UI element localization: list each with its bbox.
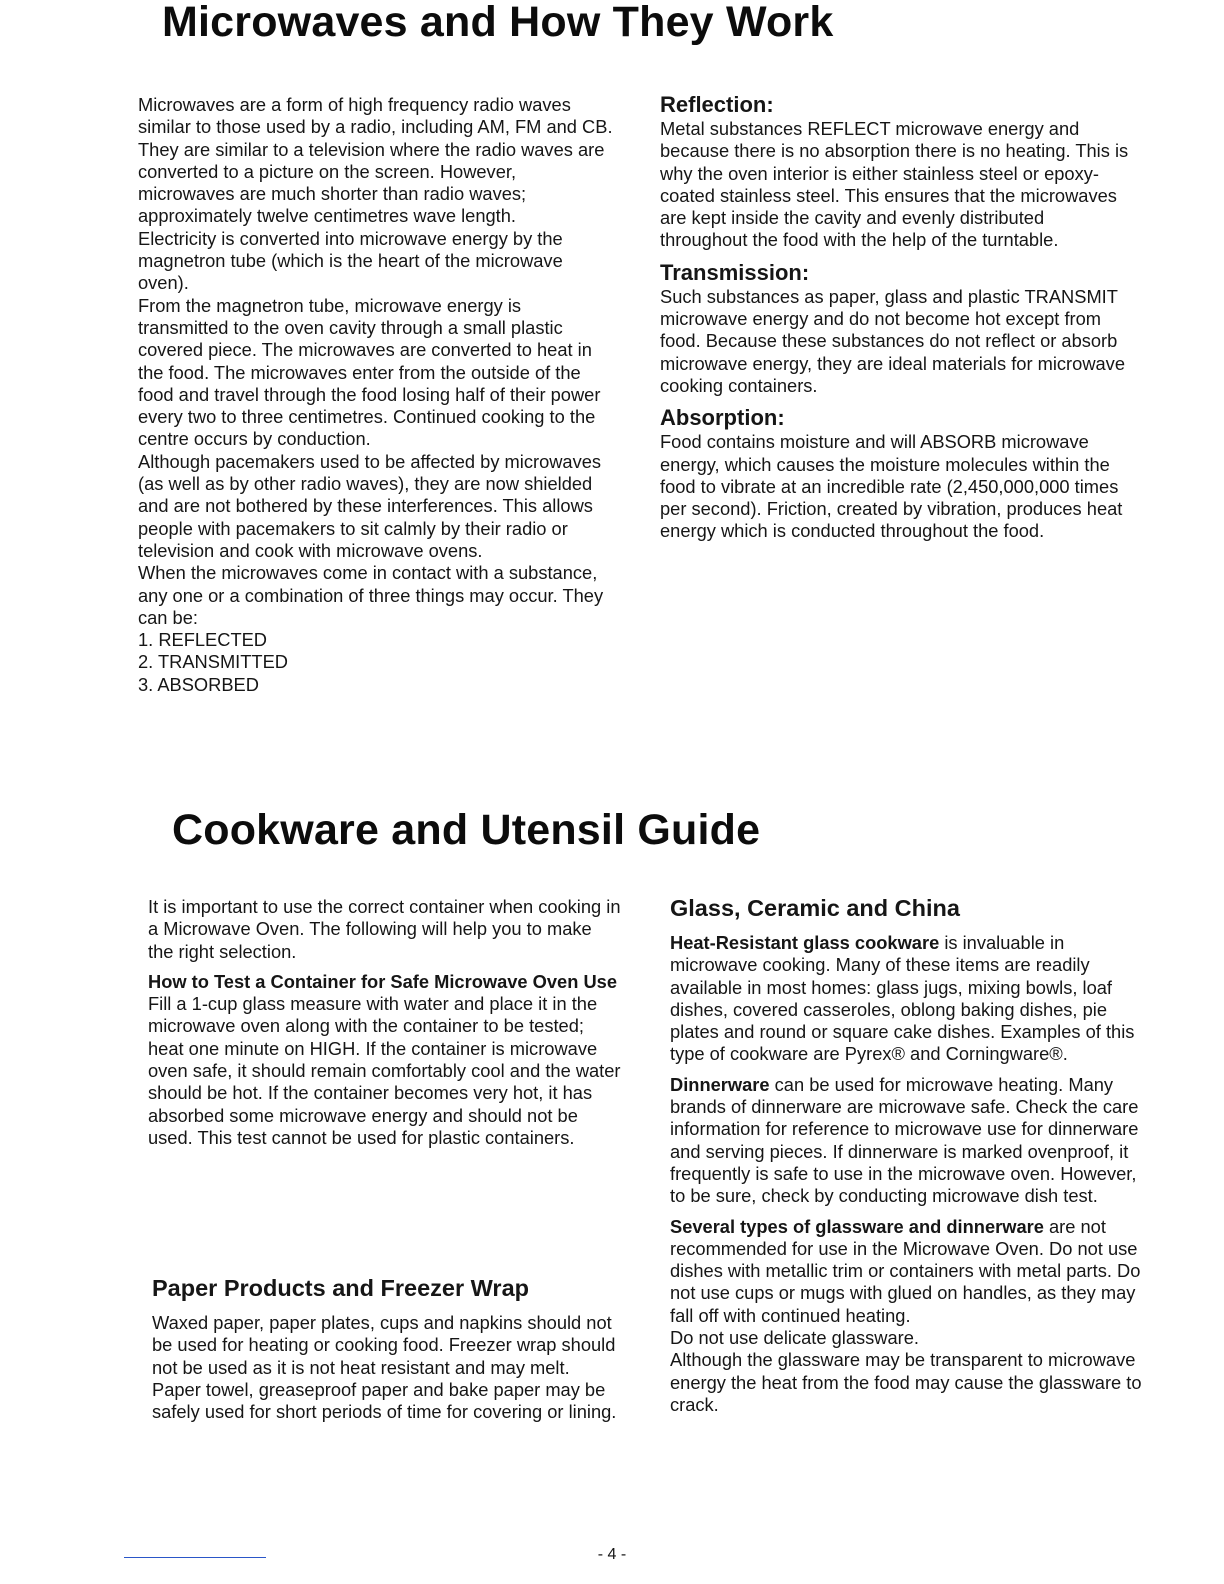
transmission-heading: Transmission:	[660, 259, 810, 285]
transparent-glassware-note: Although the glassware may be transparent to microwave energy the heat from the food may cause the glassware to crack.	[670, 1349, 1142, 1415]
dinnerware-paragraph	[670, 1074, 1148, 1208]
glassware-term: Several types of glassware and dinnerware	[670, 1215, 1044, 1237]
intro-text: It is important to use the correct container when cooking in a Microwave Oven. The following will help you to make the right selection.	[148, 896, 621, 962]
absorption-heading: Absorption:	[660, 405, 785, 431]
glassware-text: are not recommended for use in the Microwave Oven. Do not use dishes with metallic trim or containers with metal parts. Do not use cups or mugs with glued on handles, as they may fall off with continued heating.	[670, 1215, 1141, 1326]
list-item: 1. REFLECTED	[138, 629, 268, 651]
dinnerware-term: Dinnerware	[670, 1073, 770, 1095]
microwaves-left-column	[138, 94, 616, 696]
title-cookware: Cookware and Utensil Guide	[172, 806, 761, 854]
paper-heading: Paper Products and Freezer Wrap	[152, 1275, 529, 1301]
cookware-right-column	[670, 894, 1148, 1416]
test-heading: How to Test a Container for Safe Microwave Oven Use	[148, 970, 617, 992]
body-paragraph: Electricity is converted into microwave energy by the magnetron tube (which is the heart of the microwave oven).	[138, 227, 563, 294]
list-item: 3. ABSORBED	[138, 673, 259, 695]
body-paragraph: When the microwaves come in contact with a substance, any one or a combination of three things may occur. They can be:	[138, 562, 604, 628]
heat-resistant-term: Heat-Resistant glass cookware	[670, 932, 940, 953]
glassware-paragraph	[670, 1216, 1148, 1327]
body-paragraph: From the magnetron tube, microwave energy is transmitted to the oven cavity through a small plastic covered piece. The microwaves are converted to heat in the food. The microwaves enter from the outside of the food and travel through the food losing half of their power every two to three centimetres. Continued cooking to the centre occurs by conduction.	[138, 294, 601, 450]
title-microwaves: Microwaves and How They Work	[162, 0, 834, 46]
paper-text: Waxed paper, paper plates, cups and napkins should not be used for heating or cooking food. Freezer wrap should not be used as it is not heat resistant and may melt. Paper towel, greaseproof paper and bake paper may be safely used for short periods of time for covering or lining.	[152, 1312, 617, 1423]
delicate-glassware-note: Do not use delicate glassware.	[670, 1327, 919, 1349]
reflection-heading: Reflection:	[660, 92, 774, 117]
absorption-text: Food contains moisture and will ABSORB microwave energy, which causes the moisture molecules within the food to vibrate at an incredible rate (2,450,000,000 times per second). Friction, created by vibration, produces heat energy which is conducted throughout the food.	[660, 431, 1123, 542]
reflection-text: Metal substances REFLECT microwave energy and because there is no absorption there is no heating. This is why the oven interior is either stainless steel or epoxy-coated stainless steel. This ensures that the microwaves are kept inside the cavity and evenly distributed throughout the food with the help of the turntable.	[660, 118, 1129, 251]
transmission-text: Such substances as paper, glass and plastic TRANSMIT microwave energy and do not become hot except from food. Because these substances do not reflect or absorb microwave energy, they are ideal materials for microwave cooking containers.	[660, 285, 1125, 396]
heat-resistant-paragraph	[670, 932, 1148, 1066]
dinnerware-text: can be used for microwave heating. Many brands of dinnerware are microwave safe. Check the care information for reference to microwave use for dinnerware and serving pieces. If dinnerware is marked ovenproof, it frequently is safe to use in the microwave oven. However, to be sure, check by conducting microwave dish test.	[670, 1073, 1139, 1207]
page-number: - 4 -	[597, 1546, 627, 1563]
heat-resistant-text: is invaluable in microwave cooking. Many of these items are readily available in most homes: glass jugs, mixing bowls, loaf dishes, covered casseroles, oblong baking dishes, pie plates and round or square cake dishes. Examples of this type of cookware are Pyrex® and Corningware®.	[670, 932, 1135, 1065]
glass-heading: Glass, Ceramic and China	[670, 895, 960, 921]
list-item: 2. TRANSMITTED	[138, 651, 288, 673]
cookware-left-column	[148, 896, 622, 1149]
microwaves-right-column	[660, 92, 1130, 543]
footer-rule	[124, 1557, 266, 1558]
test-text: Fill a 1-cup glass measure with water and place it in the microwave oven along with the container to be tested; heat one minute on HIGH. If the container is microwave oven safe, it should remain comfortably cool and the water should be hot. If the container becomes very hot, it has absorbed some microwave energy and should not be used. This test cannot be used for plastic containers.	[148, 993, 621, 1148]
body-paragraph: Microwaves are a form of high frequency radio waves similar to those used by a radio, including AM, FM and CB. They are similar to a television where the radio waves are converted to a picture on the screen. However, microwaves are much shorter than radio waves; approximately twelve centimetres wave length.	[138, 94, 613, 227]
effects-list	[138, 629, 616, 696]
paper-products-section	[152, 1274, 622, 1423]
body-paragraph: Although pacemakers used to be affected by microwaves (as well as by other radio waves), they are now shielded and are not bothered by these interferences. This allows people with pacemakers to sit calmly by their radio or television and cook with microwave ovens.	[138, 450, 602, 561]
